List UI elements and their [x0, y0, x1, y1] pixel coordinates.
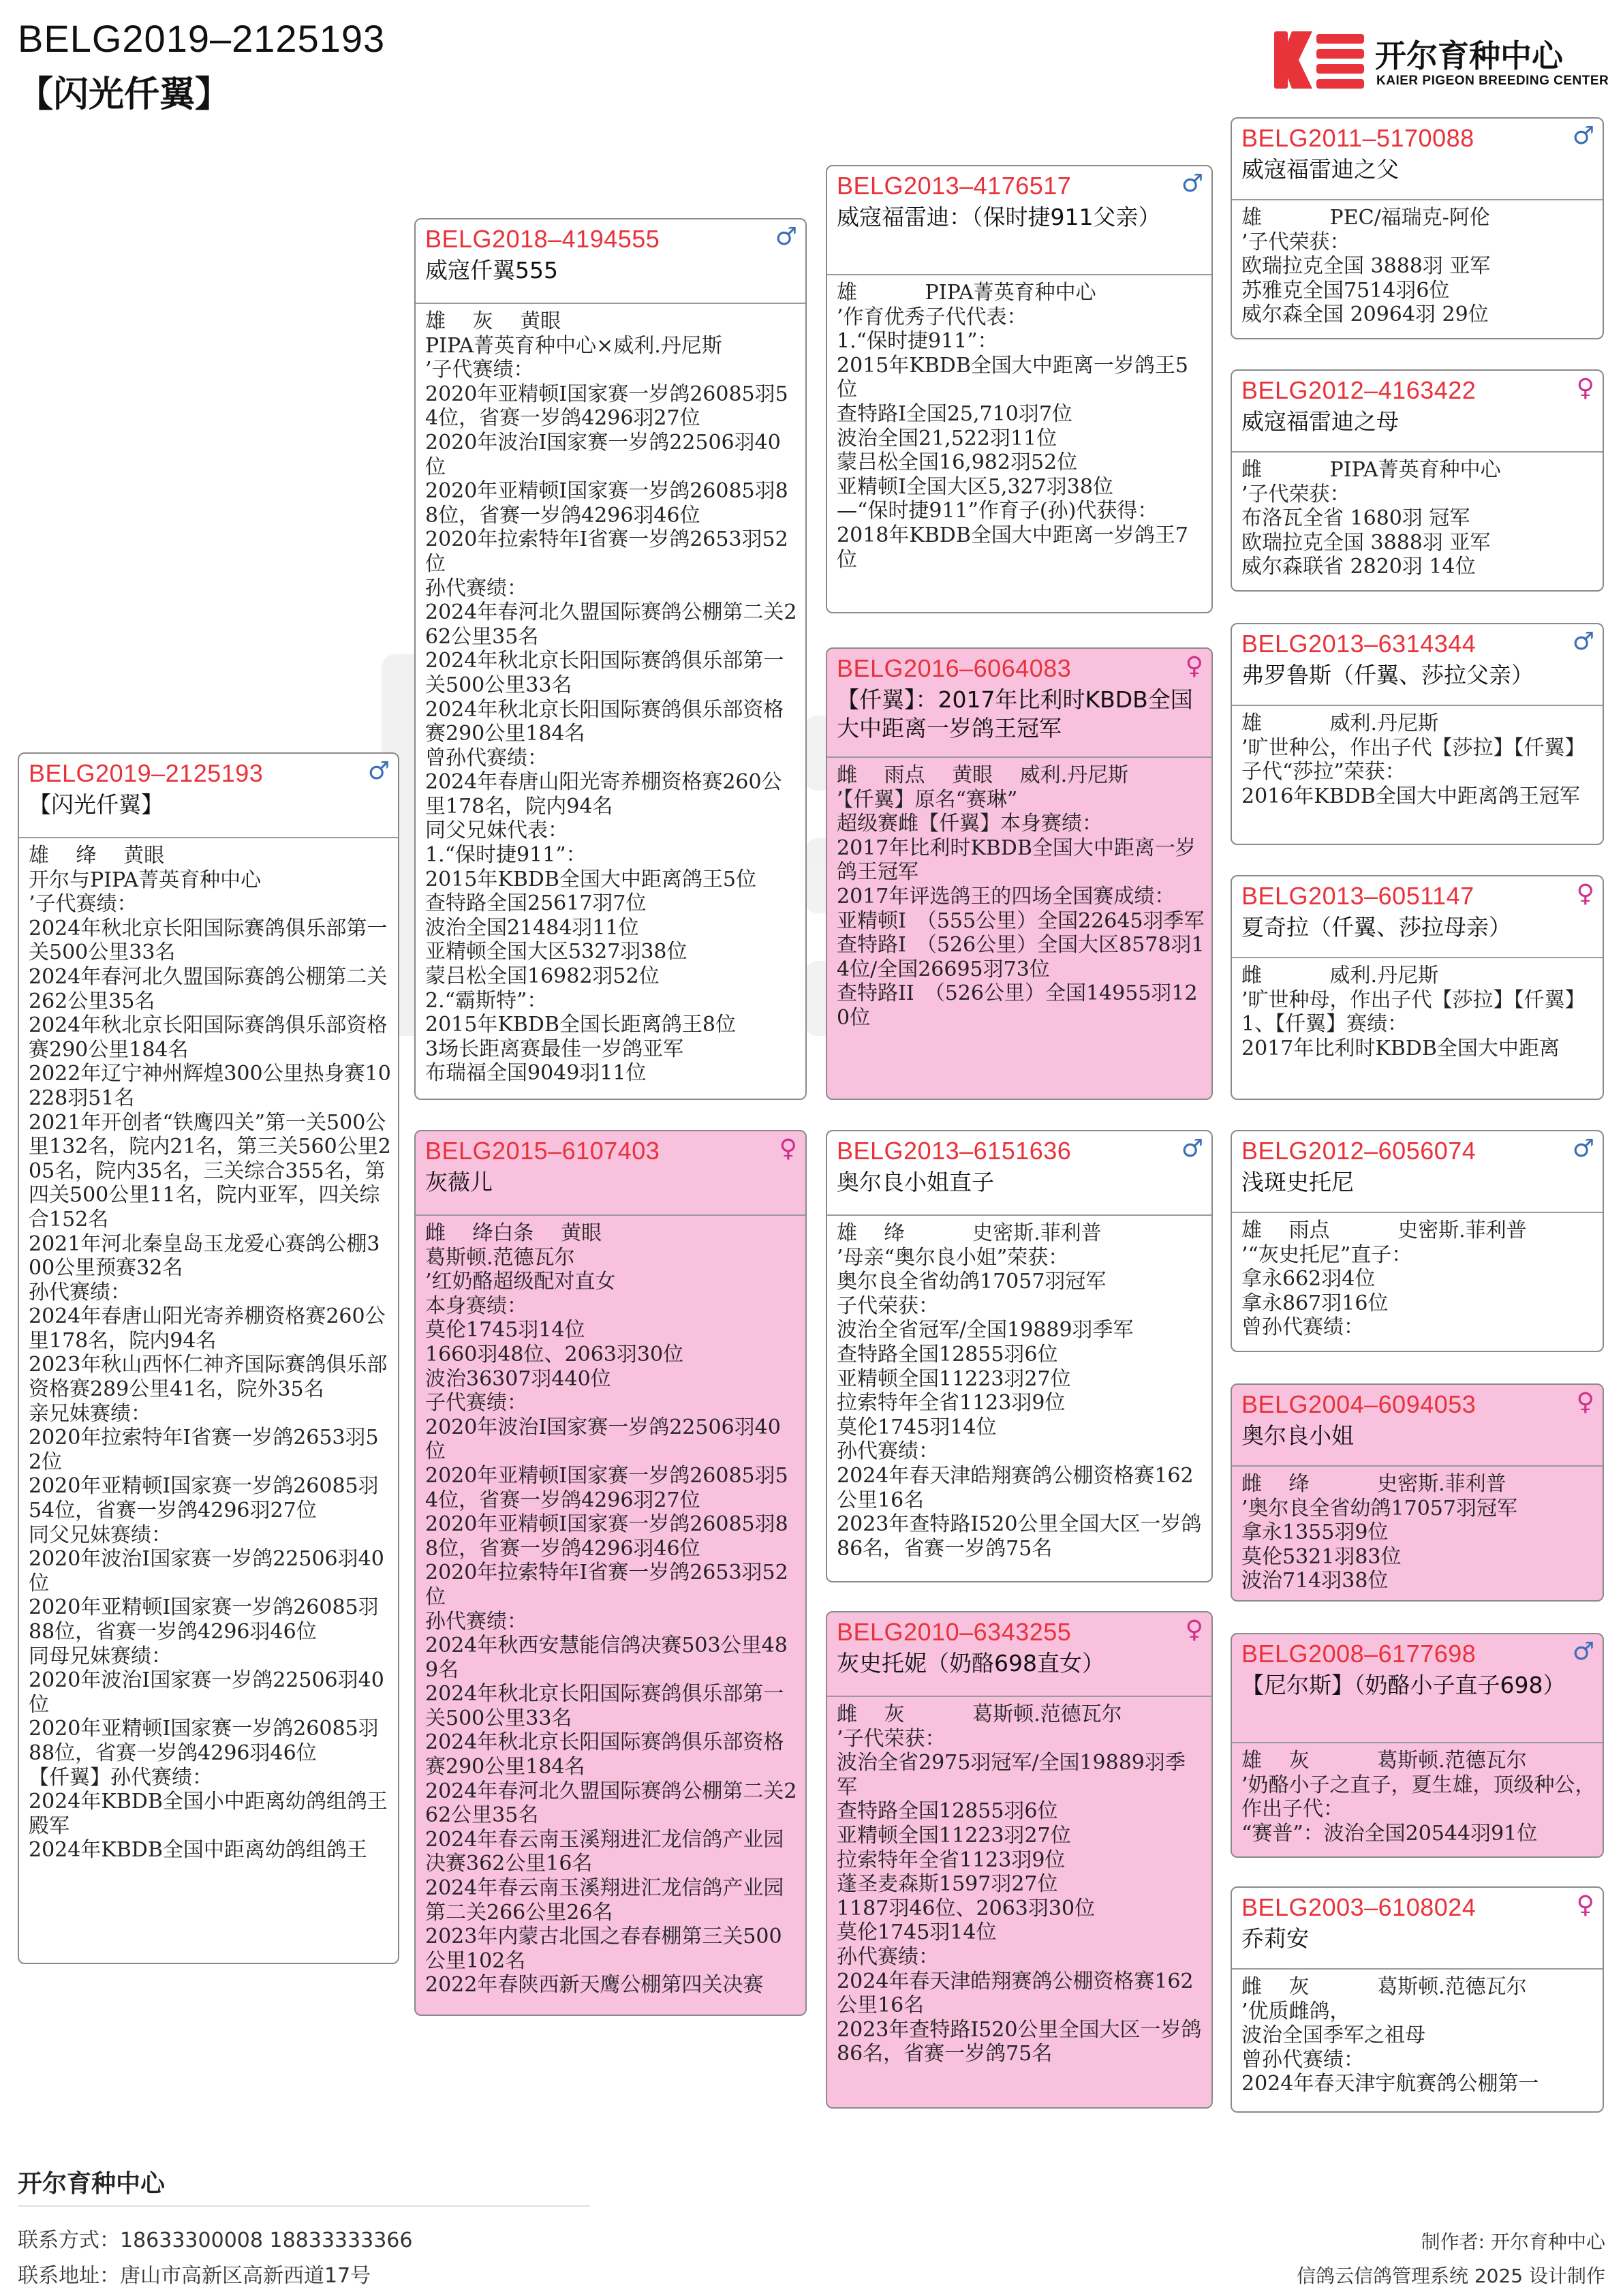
card-line: 拉索特年全省1123羽9位 — [837, 1391, 1066, 1415]
card-line: ’子代赛绩： — [29, 892, 138, 917]
female-icon: ♀ — [1576, 1388, 1594, 1416]
card-line: 2022年辽宁神州辉煌300公里热身赛10228羽51名 — [29, 1062, 391, 1110]
male-icon: ♂ — [1572, 1638, 1594, 1666]
male-icon: ♂ — [1181, 1135, 1203, 1163]
card-line: ’【仟翼】原名“赛琳” — [837, 787, 1018, 812]
card-line: 2020年拉索特年I省赛一岁鸽2653羽52位 — [425, 527, 788, 576]
card-line: 雄 威利.丹尼斯 — [1241, 711, 1439, 735]
card-line: 1.“保时捷911”： — [425, 843, 587, 868]
card-line: 查特路I全国25,710羽7位 — [837, 401, 1072, 426]
card-line: ’子代荣获： — [1241, 482, 1350, 506]
card-divider — [827, 1214, 1211, 1216]
card-line: 2024年秋北京长阳国际赛鸽俱乐部第一关500公里33名 — [29, 916, 388, 965]
male-icon: ♂ — [1572, 122, 1594, 150]
card-line: 雌 雨点 黄眼 威利.丹尼斯 — [837, 763, 1129, 787]
card-line: 2024年春河北久盟国际赛鸽公棚第二关262公里35名 — [29, 964, 388, 1013]
pedigree-card-dam[interactable] — [414, 1130, 807, 2016]
card-line: 威尔森联省 2820羽 14位 — [1241, 555, 1476, 579]
card-line: 2020年波治I国家赛一岁鸽22506羽40位 — [29, 1668, 384, 1717]
card-line: 2024年春唐山阳光寄养棚资格赛260公里178名，院内94名 — [29, 1304, 386, 1353]
card-line: 2022年春陕西新天鹰公棚第四关决赛 — [425, 1973, 764, 1997]
male-icon: ♂ — [367, 757, 390, 785]
card-line: 曾孙代赛绩： — [425, 746, 548, 770]
address-label: 联系地址： — [18, 2264, 120, 2288]
card-line: ’旷世种公，作出子代【莎拉】【仟翼】 — [1241, 735, 1586, 760]
card-line: 孙代赛绩： — [425, 1609, 527, 1634]
logo-name: 开尔育种中心 — [1375, 37, 1563, 74]
card-line: 曾孙代赛绩： — [1241, 1315, 1364, 1340]
card-line: 雌 灰 葛斯顿.范德瓦尔 — [1241, 1975, 1527, 1999]
card-title: 弗罗鲁斯（仟翼、莎拉父亲） — [1241, 662, 1534, 688]
card-line: 葛斯顿.范德瓦尔 — [425, 1245, 575, 1270]
card-line: 波治全国21,522羽11位 — [837, 426, 1057, 450]
card-line: 拿永867羽16位 — [1241, 1291, 1389, 1315]
card-divider — [416, 1214, 805, 1216]
card-line: 子代荣获： — [837, 1294, 939, 1318]
card-divider — [1232, 957, 1603, 958]
card-line: ’优质雌鸽， — [1241, 1999, 1350, 2023]
card-line: 超级赛雌【仟翼】本身赛绩： — [837, 812, 1102, 836]
card-line: 2015年KBDB全国长距离鸽王8位 — [425, 1013, 736, 1037]
maker-value: 开尔育种中心 — [1490, 2231, 1605, 2253]
card-line: 2020年亚精顿I国家赛一岁鸽26085羽88位，省赛一岁鸽4296羽46位 — [29, 1717, 379, 1765]
card-line: 查特路II （526公里）全国14955羽120位 — [837, 981, 1198, 1030]
card-line: 亚精顿I （555公里）全国22645羽季军 — [837, 908, 1205, 933]
card-line: 同父兄妹赛绩： — [29, 1522, 172, 1547]
card-line: 苏雅克全国7514羽6位 — [1241, 278, 1450, 303]
female-icon: ♀ — [1576, 1891, 1594, 1919]
card-line: 奥尔良全省幼鸽17057羽冠军 — [837, 1270, 1107, 1294]
card-body — [837, 1702, 1205, 2107]
card-line: 2024年KBDB全国小中距离幼鸽组鸽王殿军 — [29, 1790, 388, 1838]
card-line: 2020年拉索特年I省赛一岁鸽2653羽52位 — [29, 1426, 379, 1474]
male-icon: ♂ — [1181, 170, 1203, 198]
card-divider — [1232, 451, 1603, 453]
card-divider — [19, 837, 398, 838]
card-line: 孙代赛绩： — [837, 1944, 939, 1969]
card-ring-number: BELG2016–6064083 — [837, 654, 1072, 682]
card-line: 2020年亚精顿I国家赛一岁鸽26085羽54位，省赛一岁鸽4296羽27位 — [425, 382, 788, 431]
card-line: 布洛瓦全省 1680羽 冠军 — [1241, 506, 1470, 531]
card-line: 雄 绛 黄眼 — [29, 844, 165, 868]
card-ring-number: BELG2018–4194555 — [425, 225, 660, 253]
card-line: 子代“莎拉”荣获： — [1241, 760, 1406, 784]
card-line: 2024年秋北京长阳国际赛鸽俱乐部资格赛290公里184名 — [29, 1013, 388, 1062]
card-divider — [1232, 1968, 1603, 1970]
card-title: 【仟翼】：2017年比利时KBDB全国大中距离一岁鸽王冠军 — [837, 686, 1193, 741]
card-line: PIPA菁英育种中心×威利.丹尼斯 — [425, 333, 722, 358]
card-body — [837, 281, 1205, 612]
logo — [1271, 26, 1609, 94]
card-title: 威寇福雷迪：（保时捷911父亲） — [837, 204, 1161, 230]
card-line: 蒙吕松全国16982羽52位 — [425, 964, 660, 989]
pedigree-card-ssd[interactable] — [1231, 369, 1604, 592]
card-title: 奥尔良小姐直子 — [837, 1169, 994, 1195]
card-divider — [827, 1696, 1211, 1697]
card-line: “赛普”：波治全国20544羽91位 — [1241, 1821, 1538, 1846]
card-line: 1187羽46位、2063羽30位 — [837, 1896, 1096, 1920]
card-line: 亚精顿I全国大区5,327羽38位 — [837, 474, 1113, 499]
card-line: —“保时捷911”作育子(孙)代获得： — [837, 499, 1158, 523]
pedigree-card-dss[interactable] — [1231, 1130, 1604, 1352]
card-line: 2020年波治I国家赛一岁鸽22506羽40位 — [29, 1547, 384, 1595]
card-line: 子代赛绩： — [425, 1391, 527, 1415]
card-ring-number: BELG2003–6108024 — [1241, 1893, 1477, 1921]
card-ring-number: BELG2015–6107403 — [425, 1137, 660, 1165]
female-icon: ♀ — [1576, 374, 1594, 402]
card-title: 【闪光仟翼】 — [29, 791, 164, 818]
card-title: 灰史托妮（奶酪698直女） — [837, 1650, 1104, 1677]
card-body — [1241, 964, 1596, 1099]
card-line: 2020年拉索特年I省赛一岁鸽2653羽52位 — [425, 1561, 788, 1609]
phone-numbers: 18633300008 18833333366 — [120, 2229, 413, 2252]
pedigree-card-dsd[interactable] — [1231, 1383, 1604, 1602]
card-line: ’奥尔良全省幼鸽17057羽冠军 — [1241, 1496, 1517, 1520]
card-divider — [1232, 1742, 1603, 1743]
card-line: 2024年秋北京长阳国际赛鸽俱乐部资格赛290公里184名 — [425, 697, 784, 746]
card-line: 波治全省冠军/全国19889羽季军 — [837, 1318, 1134, 1343]
card-line: 2024年春云南玉溪翔进汇龙信鸽产业园决赛362公里16名 — [425, 1827, 784, 1876]
card-body — [1241, 1219, 1596, 1351]
address-value: 唐山市高新区高新西道17号 — [120, 2264, 371, 2288]
pedigree-card-subject[interactable] — [18, 752, 399, 1964]
pedigree-card-sds[interactable] — [1231, 623, 1604, 845]
card-body — [1241, 711, 1596, 844]
card-line: 2023年查特路I520公里全国大区一岁鸽86名，省赛一岁鸽75名 — [837, 2017, 1202, 2066]
card-line: 2018年KBDB全国大中距离一岁鸽王7位 — [837, 523, 1188, 572]
card-ring-number: BELG2019–2125193 — [29, 759, 264, 787]
card-line: 2024年秋北京长阳国际赛鸽俱乐部第一关500公里33名 — [425, 649, 784, 697]
card-line: 2021年河北秦皇岛玉龙爱心赛鸽公棚300公里预赛32名 — [29, 1231, 380, 1281]
card-title: 威寇仟翼555 — [425, 257, 558, 284]
card-line: 2020年亚精顿I国家赛一岁鸽26085羽88位，省赛一岁鸽4296羽46位 — [425, 1512, 788, 1561]
male-icon: ♂ — [1572, 628, 1594, 656]
card-line: 亚精顿全国11223羽27位 — [837, 1823, 1071, 1848]
pedigree-card-sd[interactable] — [826, 647, 1213, 1100]
card-line: 布瑞福全国9049羽11位 — [425, 1061, 647, 1086]
card-line: 蒙吕松全国16,982羽52位 — [837, 450, 1078, 475]
card-line: ’旷世种母，作出子代【莎拉】【仟翼】 — [1241, 988, 1586, 1012]
card-line: 2020年亚精顿I国家赛一岁鸽26085羽54位，省赛一岁鸽4296羽27位 — [425, 1463, 788, 1512]
pedigree-card-ds[interactable] — [826, 1130, 1213, 1582]
card-line: 拿永1355羽9位 — [1241, 1520, 1389, 1545]
card-body — [1241, 206, 1596, 338]
card-line: 2024年KBDB全国中距离幼鸽组鸽王 — [29, 1838, 367, 1863]
card-line: ’子代荣获： — [837, 1726, 946, 1751]
card-body — [1241, 1975, 1596, 2111]
card-line: 1660羽48位、2063羽30位 — [425, 1342, 684, 1366]
pedigree-card-dd[interactable] — [826, 1611, 1213, 2109]
card-line: 波治714羽38位 — [1241, 1569, 1389, 1593]
card-line: 拉索特年全省1123羽9位 — [837, 1848, 1066, 1872]
card-ring-number: BELG2012–4163422 — [1241, 376, 1477, 404]
footer-maker — [1421, 2227, 1605, 2254]
card-title: 灰薇儿 — [425, 1169, 493, 1195]
card-line: 雄 雨点 史密斯.菲利普 — [1241, 1219, 1527, 1242]
card-body — [425, 1221, 799, 2015]
card-title: 夏奇拉（仟翼、莎拉母亲） — [1241, 914, 1511, 940]
pedigree-card-ddd[interactable] — [1231, 1886, 1604, 2113]
card-line: 1.“保时捷911”： — [837, 329, 998, 354]
card-line: 同父兄妹代表： — [425, 818, 568, 843]
card-title: 威寇福雷迪之父 — [1241, 156, 1399, 183]
card-line: 2020年波治I国家赛一岁鸽22506羽40位 — [425, 1415, 781, 1464]
card-title: 乔莉安 — [1241, 1925, 1309, 1952]
card-divider — [416, 303, 805, 304]
card-line: 2023年秋山西怀仁神齐国际赛鸽俱乐部资格赛289公里41名，院外35名 — [29, 1353, 388, 1402]
card-line: ’奶酪小子之直子，夏生雄，顶级种公，作出子代： — [1241, 1773, 1596, 1822]
card-body — [837, 763, 1205, 1099]
card-line: 2021年开创者“铁鹰四关”第一关500公里132名，院内21名，第三关560公里205名，院内35名，三关综合355名，第四关500公里11名，院内亚军，四关综合152名 — [29, 1110, 391, 1231]
card-line: 2024年秋西安慧能信鸽决赛503公里489名 — [425, 1634, 788, 1682]
card-line: 2017年评选鸽王的四场全国赛成绩： — [837, 884, 1175, 908]
card-line: 本身赛绩： — [425, 1294, 527, 1318]
pedigree-card-ss[interactable] — [826, 165, 1213, 613]
card-line: 查特路I （526公里）全国大区8578羽14位/全国26695羽73位 — [837, 933, 1205, 981]
card-line: 同母兄妹赛绩： — [29, 1644, 172, 1668]
card-line: ’母亲“奥尔良小姐”荣获： — [837, 1245, 1069, 1270]
female-icon: ♀ — [1576, 880, 1594, 908]
card-line: ’子代荣获： — [1241, 230, 1350, 254]
card-body — [837, 1221, 1205, 1581]
card-line: 雄 PIPA菁英育种中心 — [837, 281, 1096, 305]
card-line: 威尔森全国 20964羽 29位 — [1241, 303, 1489, 327]
card-line: 雌 绛 史密斯.菲利普 — [1241, 1472, 1506, 1496]
card-divider — [1232, 1212, 1603, 1213]
card-line: 孙代赛绩： — [425, 576, 527, 600]
card-body — [1241, 1472, 1596, 1600]
card-line: 亚精顿全国11223羽27位 — [837, 1366, 1071, 1391]
card-line: 欧瑞拉克全国 3888羽 亚军 — [1241, 530, 1491, 555]
card-line: 2024年秋北京长阳国际赛鸽俱乐部第一关500公里33名 — [425, 1682, 784, 1730]
card-line: 2.“霸斯特”： — [425, 988, 548, 1013]
card-line: 2016年KBDB全国大中距离鸽王冠军 — [1241, 784, 1580, 808]
card-line: ’作育优秀子代代表： — [837, 305, 1027, 329]
card-ring-number: BELG2013–4176517 — [837, 172, 1072, 200]
card-line: 2023年内蒙古北国之春春棚第三关500公里102名 — [425, 1925, 782, 1973]
card-body — [425, 309, 799, 1099]
card-ring-number: BELG2011–5170088 — [1241, 124, 1474, 152]
card-ring-number: BELG2013–6314344 — [1241, 630, 1477, 658]
card-line: 2024年春天津皓翔赛鸽公棚资格赛162公里16名 — [837, 1463, 1194, 1512]
card-line: 孙代赛绩： — [837, 1439, 939, 1464]
maker-label: 制作者: — [1421, 2231, 1491, 2253]
card-divider — [1232, 1465, 1603, 1467]
card-line: 雌 威利.丹尼斯 — [1241, 964, 1439, 988]
card-line: 雄 灰 黄眼 — [425, 309, 561, 333]
card-line: 莫伦5321羽83位 — [1241, 1544, 1402, 1569]
card-title: 奥尔良小姐 — [1241, 1422, 1354, 1449]
card-ring-number: BELG2010–6343255 — [837, 1618, 1072, 1646]
card-line: ’子代赛绩： — [425, 358, 534, 382]
card-line: 2020年亚精顿I国家赛一岁鸽26085羽88位，省赛一岁鸽4296羽46位 — [425, 479, 788, 527]
card-line: 2015年KBDB全国大中距离一岁鸽王5位 — [837, 353, 1188, 402]
card-line: 欧瑞拉克全国 3888羽 亚军 — [1241, 254, 1491, 279]
female-icon: ♀ — [1185, 652, 1203, 680]
male-icon: ♂ — [1572, 1135, 1594, 1163]
card-ring-number: BELG2008–6177698 — [1241, 1640, 1477, 1668]
footer-org-name: 开尔育种中心 — [18, 2170, 166, 2198]
card-line: 曾孙代赛绩： — [1241, 2047, 1364, 2072]
phone-label: 联系方式： — [18, 2229, 120, 2252]
card-line: 查特路全国12855羽6位 — [837, 1799, 1058, 1824]
card-line: 查特路全国12855羽6位 — [837, 1342, 1058, 1366]
card-line: ’红奶酪超级配对直女 — [425, 1270, 616, 1294]
card-ring-number: BELG2012–6056074 — [1241, 1137, 1477, 1165]
footer-phone — [18, 2223, 412, 2253]
card-line: 雄 灰 葛斯顿.范德瓦尔 — [1241, 1749, 1527, 1773]
card-divider — [827, 756, 1211, 758]
card-line: 波治全省2975羽冠军/全国19889羽季 军 — [837, 1751, 1192, 1799]
card-line: 2020年波治I国家赛一岁鸽22506羽40位 — [425, 430, 781, 479]
logo-english-name: KAIER PIGEON BREEDING CENTER — [1376, 74, 1609, 88]
pedigree-card-sire[interactable] — [414, 218, 807, 1100]
card-title: 【尼尔斯】（奶酪小子直子698） — [1241, 1672, 1566, 1698]
card-line: 雌 绛白条 黄眼 — [425, 1221, 602, 1245]
card-line: 波治36307羽440位 — [425, 1366, 611, 1391]
card-divider — [827, 274, 1211, 275]
male-icon: ♂ — [775, 223, 797, 251]
card-ring-number: BELG2013–6151636 — [837, 1137, 1072, 1165]
card-ring-number: BELG2004–6094053 — [1241, 1390, 1477, 1418]
card-line: 2024年春河北久盟国际赛鸽公棚第二关262公里35名 — [425, 600, 797, 649]
card-body — [29, 844, 391, 1963]
card-line: 查特路全国25617羽7位 — [425, 891, 647, 916]
card-line: 亲兄妹赛绩： — [29, 1401, 151, 1426]
card-body — [1241, 458, 1596, 590]
card-line: 莫伦1745羽14位 — [837, 1920, 997, 1945]
card-line: 1、【仟翼】赛绩： — [1241, 1012, 1408, 1037]
card-line: 2024年秋北京长阳国际赛鸽俱乐部资格赛290公里184名 — [425, 1730, 784, 1779]
card-line: 2015年KBDB全国大中距离鸽王5位 — [425, 867, 756, 891]
logo-mark-icon — [1271, 26, 1367, 94]
card-line: 雄 PEC/福瑞克-阿伦 — [1241, 206, 1490, 230]
card-line: 2024年春天津宇航赛鸽公棚第一 — [1241, 2072, 1539, 2096]
card-line: 2017年比利时KBDB全国大中距离 — [1241, 1036, 1560, 1060]
card-line: 莫伦1745羽14位 — [425, 1318, 585, 1343]
card-line: 2020年亚精顿I国家赛一岁鸽26085羽54位，省赛一岁鸽4296羽27位 — [29, 1474, 379, 1523]
card-line: 2024年春云南玉溪翔进汇龙信鸽产业园第二关266公里26名 — [425, 1876, 784, 1925]
card-line: 拿永662羽4位 — [1241, 1267, 1376, 1291]
card-line: 【仟翼】孙代赛绩： — [29, 1765, 213, 1790]
card-ring-number: BELG2013–6051147 — [1241, 882, 1474, 910]
card-divider — [1232, 705, 1603, 706]
footer-address — [18, 2259, 371, 2289]
card-title: 浅斑史托尼 — [1241, 1169, 1354, 1195]
card-divider — [1232, 199, 1603, 200]
pedigree-card-sdd[interactable] — [1231, 875, 1604, 1100]
card-line: ’“灰史托尼”直子： — [1241, 1242, 1412, 1267]
card-line: 亚精顿全国大区5327羽38位 — [425, 940, 687, 964]
card-line: 孙代赛绩： — [29, 1280, 131, 1304]
card-line: 雌 PIPA菁英育种中心 — [1241, 458, 1501, 482]
pedigree-card-dds[interactable] — [1231, 1633, 1604, 1858]
card-title: 威寇福雷迪之母 — [1241, 408, 1399, 435]
card-line: 3场长距离赛最佳一岁鸽亚军 — [425, 1037, 684, 1061]
card-line: 2024年春唐山阳光寄养棚资格赛260公里178名，院内94名 — [425, 770, 782, 818]
card-line: 2023年查特路I520公里全国大区一岁鸽86名，省赛一岁鸽75名 — [837, 1512, 1202, 1561]
page-ring-number: BELG2019–2125193 — [18, 17, 386, 60]
footer-divider — [18, 2205, 590, 2207]
card-body — [1241, 1749, 1596, 1856]
card-line: 2024年春河北久盟国际赛鸽公棚第二关262公里35名 — [425, 1779, 797, 1828]
card-line: 雄 绛 史密斯.菲利普 — [837, 1221, 1102, 1245]
page-pigeon-name: 【闪光仟翼】 — [18, 74, 231, 115]
pedigree-card-sss[interactable] — [1231, 117, 1604, 339]
card-line: 波治全国21484羽11位 — [425, 915, 639, 940]
card-line: 开尔与PIPA菁英育种中心 — [29, 868, 262, 892]
female-icon: ♀ — [1185, 1616, 1203, 1644]
card-line: 雌 灰 葛斯顿.范德瓦尔 — [837, 1702, 1122, 1726]
card-line: 2024年春天津皓翔赛鸽公棚资格赛162公里16名 — [837, 1969, 1194, 2018]
card-line: 2020年亚精顿I国家赛一岁鸽26085羽88位，省赛一岁鸽4296羽46位 — [29, 1595, 379, 1644]
card-line: 2017年比利时KBDB全国大中距离一岁鸽王冠军 — [837, 836, 1196, 885]
card-line: 蓬圣麦森斯1597羽27位 — [837, 1872, 1058, 1897]
female-icon: ♀ — [779, 1135, 797, 1163]
card-line: 莫伦1745羽14位 — [837, 1415, 997, 1439]
footer-system: 信鸽云信鸽管理系统 2025 设计制作 — [1296, 2265, 1605, 2287]
card-line: 波治全国季军之祖母 — [1241, 2023, 1425, 2048]
